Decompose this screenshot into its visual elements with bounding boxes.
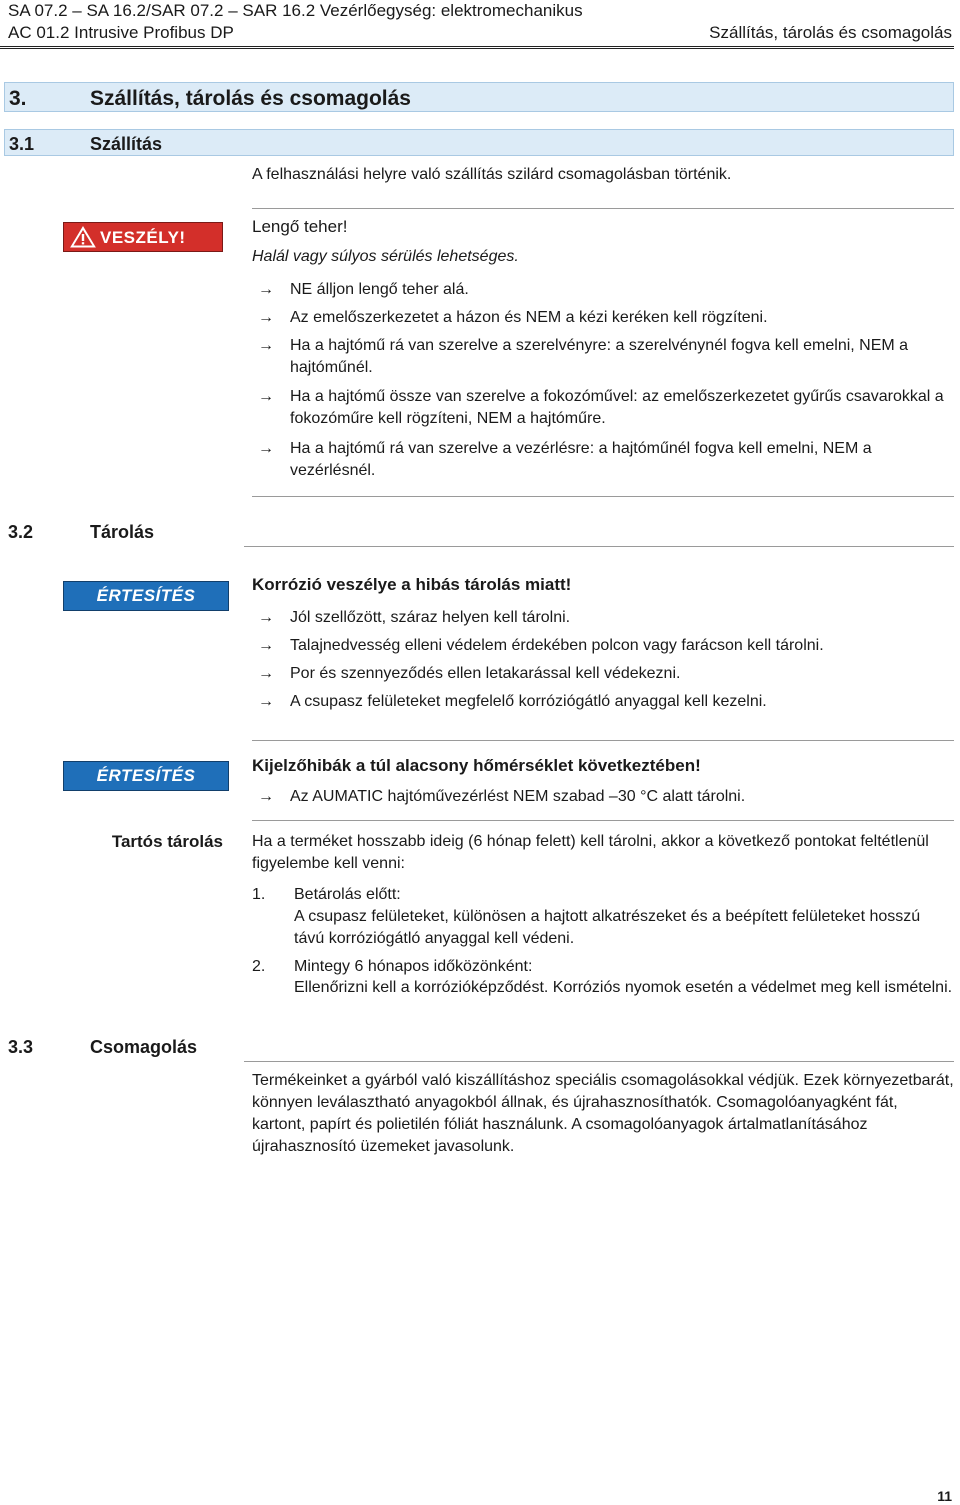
arrow-right-icon: → xyxy=(258,337,274,354)
arrow-right-icon: → xyxy=(258,788,274,805)
notice-badge: ÉRTESÍTÉS xyxy=(63,761,229,791)
chapter-title: Szállítás, tárolás és csomagolás xyxy=(90,87,411,110)
long-term-intro: Ha a terméket hosszabb ideig (6 hónap felett) kell tárolni, akkor a következő pontokat feltétlenül figyelembe kell venni: xyxy=(252,833,929,872)
divider xyxy=(252,208,954,209)
step-body: Ellenőrizni kell a korrózióképződést. Korróziós nyomok esetén a védelmet meg kell ismételni. xyxy=(294,979,953,996)
list-item: → Por és szennyeződés ellen letakarással kell védekezni. xyxy=(252,663,954,685)
section-number: 3.3 xyxy=(8,1037,34,1057)
arrow-right-icon: → xyxy=(258,281,274,298)
arrow-right-icon: → xyxy=(258,693,274,710)
divider xyxy=(252,820,954,821)
packaging-text: Termékeinket a gyárból való kiszállításhoz speciális csomagolásokkal védjük. Ezek környezetbarát, könnyen leválasztható anyagokból állnak, és újrahasznosíthatók. Csomagolóanyagként fát, kartont, papírt és polietilén fóliát használunk. A csomagolóanyagok ártalmatlanításához újrahasznosító üzemeket javasolunk. xyxy=(252,1072,954,1155)
danger-subtitle: Halál vagy súlyos sérülés lehetséges. xyxy=(252,248,519,265)
divider xyxy=(252,740,954,741)
page-number: 11 xyxy=(937,1488,952,1504)
step-number: 1. xyxy=(252,886,266,903)
header-chapter-name: Szállítás, tárolás és csomagolás xyxy=(709,23,952,42)
section-title: Tárolás xyxy=(90,522,155,542)
list-item: → Ha a hajtómű össze van szerelve a fokozóművel: az emelőszerkezetet gyűrűs csavarokkal a fokozóműre kell rögzíteni, NEM a hajtóműre. xyxy=(258,388,944,427)
list-item: → Az emelőszerkezetet a házon és NEM a kézi keréken kell rögzíteni. xyxy=(252,307,954,329)
chapter-number: 3. xyxy=(9,87,27,110)
arrow-right-icon: → xyxy=(258,665,274,682)
notice-title: Korrózió veszélye a hibás tárolás miatt! xyxy=(252,575,572,594)
divider xyxy=(252,496,954,497)
danger-badge xyxy=(63,222,223,252)
list-item: → A csupasz felületeket megfelelő korróziógátló anyaggal kell kezelni. xyxy=(252,691,954,713)
divider xyxy=(244,1061,954,1062)
step-heading: Betárolás előtt: xyxy=(294,886,401,903)
divider xyxy=(244,546,954,547)
arrow-right-icon: → xyxy=(258,388,274,405)
notice-title: Kijelzőhibák a túl alacsony hőmérséklet következtében! xyxy=(252,756,701,775)
list-item: → NE álljon lengő teher alá. xyxy=(252,279,954,301)
list-item: → Az AUMATIC hajtóművezérlést NEM szabad –30 °C alatt tárolni. xyxy=(252,786,954,808)
step-body: A csupasz felületeket, különösen a hajtott alkatrészeket és a beépített felületeket hosszú távú korróziógátló anyaggal kell védeni. xyxy=(294,908,921,947)
arrow-right-icon: → xyxy=(258,309,274,326)
list-item: → Jól szellőzött, száraz helyen kell tárolni. xyxy=(252,607,954,629)
header-doc-subtitle: AC 01.2 Intrusive Profibus DP xyxy=(8,23,234,42)
section-title: Csomagolás xyxy=(90,1037,198,1057)
danger-title: Lengő teher! xyxy=(252,217,348,236)
section-heading-transport xyxy=(4,129,954,156)
side-label-long-term-storage: Tartós tárolás xyxy=(111,832,223,851)
header-divider-2 xyxy=(0,48,954,49)
arrow-right-icon: → xyxy=(258,440,274,457)
list-item: → Ha a hajtómű rá van szerelve a szerelvényre: a szerelvénynél fogva kell emelni, NEM a hajtóműnél. xyxy=(258,337,909,376)
step-heading: Mintegy 6 hónapos időközönként: xyxy=(294,958,533,975)
chapter-heading xyxy=(4,82,954,112)
transport-intro: A felhasználási helyre való szállítás szilárd csomagolásban történik. xyxy=(252,166,732,183)
step-number: 2. xyxy=(252,958,266,975)
section-number: 3.1 xyxy=(9,134,35,154)
header-doc-title: SA 07.2 – SA 16.2/SAR 07.2 – SAR 16.2 Vezérlőegység: elektromechanikus xyxy=(8,1,583,20)
list-item: → Talajnedvesség elleni védelem érdekében polcon vagy farácson kell tárolni. xyxy=(252,635,954,657)
arrow-right-icon: → xyxy=(258,609,274,626)
list-item: → Ha a hajtómű rá van szerelve a vezérlésre: a hajtóműnél fogva kell emelni, NEM a vezérlésnél. xyxy=(258,440,872,479)
warning-triangle-icon xyxy=(70,226,96,248)
danger-label: VESZÉLY! xyxy=(100,228,186,247)
arrow-right-icon: → xyxy=(258,637,274,654)
header-divider xyxy=(0,46,954,47)
section-number: 3.2 xyxy=(8,522,34,542)
section-title: Szállítás xyxy=(90,134,163,154)
notice-badge: ÉRTESÍTÉS xyxy=(63,581,229,611)
